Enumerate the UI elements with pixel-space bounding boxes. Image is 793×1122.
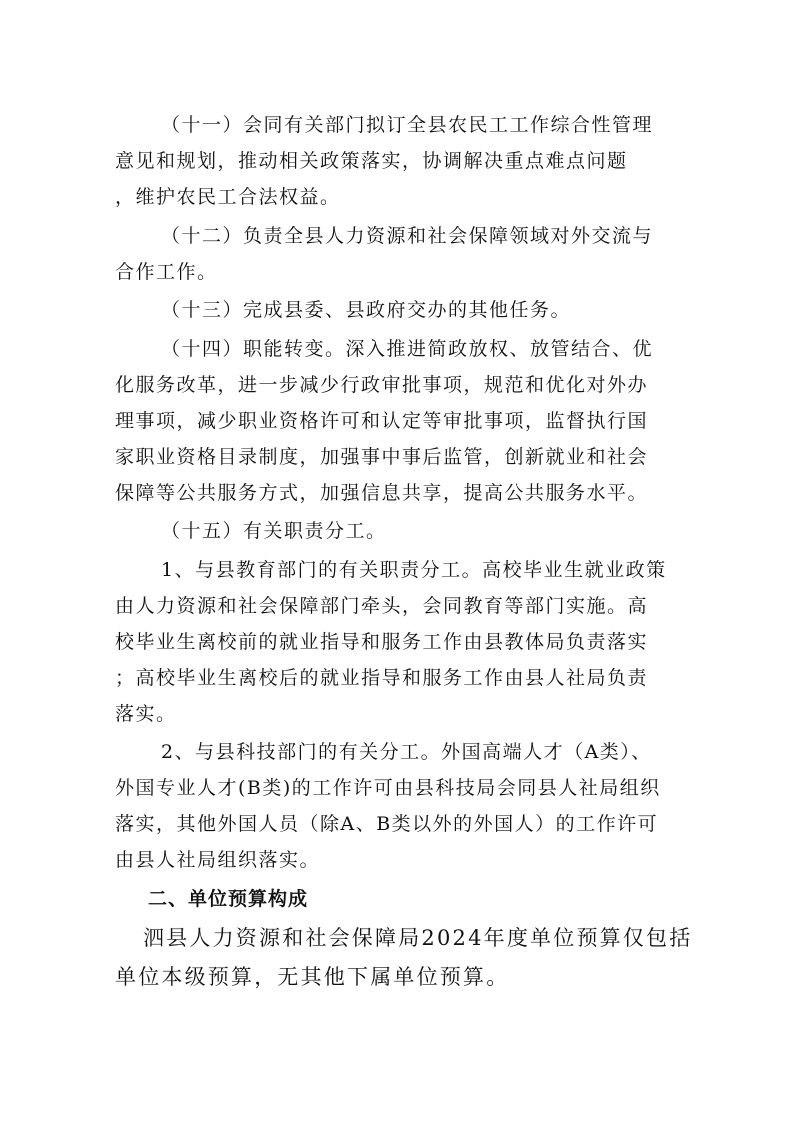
text-line: 由县人社局组织落实。: [115, 849, 321, 871]
text-line: 落实。: [115, 702, 177, 725]
section-line: 泗县人力资源和社会保障局2024年度单位预算仅包括: [143, 926, 693, 950]
text-line: （十三）完成县委、县政府交办的其他任务。: [161, 299, 572, 321]
text-line: 外国专业人才(B类)的工作许可由县科技局会同县人社局组织: [115, 777, 661, 799]
paragraph-item-15: [115, 513, 680, 549]
text-line: ，维护农民工合法权益。: [115, 186, 341, 208]
paragraph-item-14: [115, 331, 680, 511]
paragraph-item-13: [115, 292, 680, 328]
text-line: （十五）有关职责分工。: [161, 520, 387, 542]
paragraph-sub-1: [115, 552, 680, 732]
text-line: 合作工作。: [115, 260, 218, 283]
text-line: （十四）职能转变。深入推进简政放权、放管结合、优: [161, 337, 654, 360]
paragraph-sub-2: [115, 734, 680, 878]
text-line: 化服务改革，进一步减少行政审批事项，规范和优化对外办: [115, 373, 649, 396]
text-line: （十一）会同有关部门拟订全县农民工工作综合性管理: [161, 114, 654, 136]
paragraph-item-11: [115, 107, 680, 215]
section-body: [115, 919, 693, 997]
text-line: 家职业资格目录制度，加强事中事后监管，创新就业和社会: [115, 445, 649, 468]
section-heading: 二、单位预算构成: [148, 887, 309, 910]
text-line: 由人力资源和社会保障部门牵头，会同教育等部门实施。高: [115, 594, 649, 617]
text-line: 落实，其他外国人员（除A、B类以外的外国人）的工作许可: [115, 813, 659, 835]
text-line: 保障等公共服务方式，加强信息共享，提高公共服务水平。: [115, 481, 649, 504]
section-line: 单位本级预算，无其他下属单位预算。: [115, 965, 510, 989]
text-line: 意见和规划，推动相关政策落实，协调解决重点难点问题: [115, 150, 628, 172]
text-line: （十二）负责全县人力资源和社会保障领域对外交流与: [161, 224, 654, 247]
text-line: 1、与县教育部门的有关职责分工。高校毕业生就业政策: [161, 558, 667, 581]
text-line: 校毕业生离校前的就业指导和服务工作由县教体局负责落实: [115, 630, 649, 653]
paragraph-item-12: [115, 218, 680, 290]
duty-list: [115, 107, 680, 878]
text-line: 2、与县科技部门的有关分工。外国高端人才（A类）、: [161, 741, 652, 763]
text-line: 理事项，减少职业资格许可和认定等审批事项，监督执行国: [115, 409, 649, 432]
text-line: ；高校毕业生离校后的就业指导和服务工作由县人社局负责: [115, 666, 649, 689]
